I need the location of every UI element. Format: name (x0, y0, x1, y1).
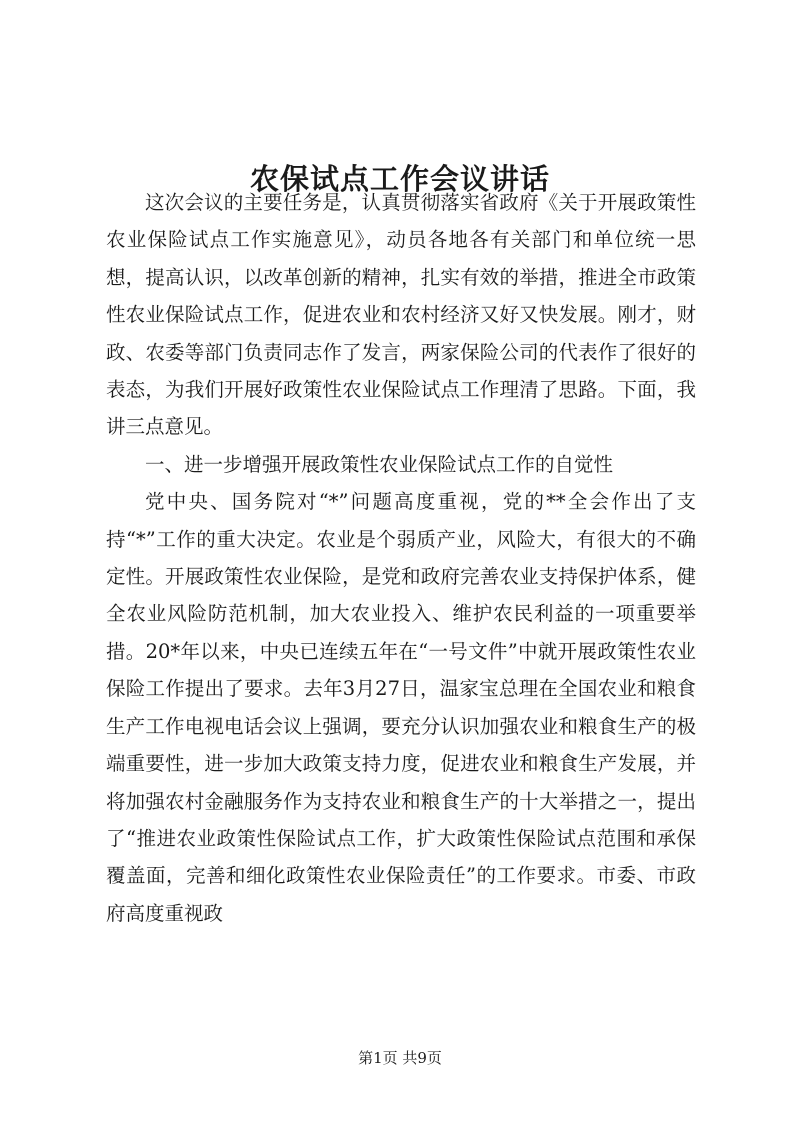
page-footer: 第1页 共9页 (358, 1049, 442, 1067)
document-body (106, 184, 696, 932)
document-title: 农保试点工作会议讲话 (249, 162, 550, 197)
section-heading-1: 一、进一步增强开展政策性农业保险试点工作的自觉性 (145, 452, 614, 476)
intro-paragraph: 这次会议的主要任务是，认真贯彻落实省政府《关于开展政策性农业保险试点工作实施意见》，动员各地各有关部门和单位统一思想，提高认识，以改革创新的精神，扎实有效的举措，推进全市政策性农业保险试点工作，促进农业和农村经济又好又快发展。刚才，财政、农委等部门负责同志作了发言，两家保险公司的代表作了很好的表态，为我们开展好政策性农业保险试点工作理清了思路。下面，我讲三点意见。 (106, 191, 696, 439)
section-1-paragraph: 党中央、国务院对“*”问题高度重视，党的**全会作出了支持“*”工作的重大决定。农业是个弱质产业，风险大，有很大的不确定性。开展政策性农业保险，是党和政府完善农业支持保护体系，健全农业风险防范机制，加大农业投入、维护农民利益的一项重要举措。20*年以来，中央已连续五年在“一号文件”中就开展政策性农业保险工作提出了要求。去年3月27日，温家宝总理在全国农业和粮食生产工作电视电话会议上强调，要充分认识加强农业和粮食生产的极端重要性，进一步加大政策支持力度，促进农业和粮食生产发展，并将加强农村金融服务作为支持农业和粮食生产的十大举措之一，提出了“推进农业政策性保险试点工作，扩大政策性保险试点范围和承保覆盖面，完善和细化政策性农业保险责任”的工作要求。市委、市政府高度重视政 (106, 490, 696, 925)
